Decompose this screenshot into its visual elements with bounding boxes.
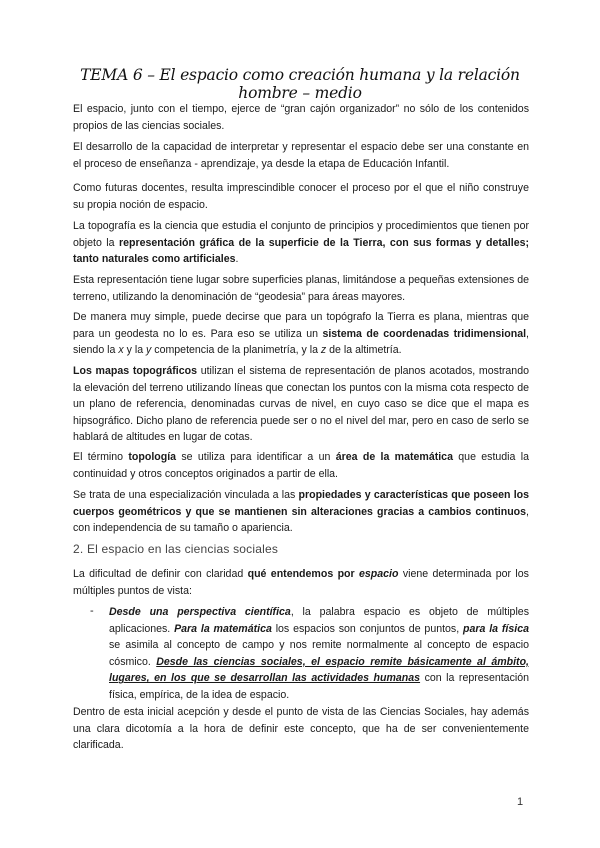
bold-text: topología xyxy=(128,451,177,463)
text-span: El término xyxy=(73,451,129,463)
text-span: utilizan el sistema de representación de planos acotados, mostrando la elevación del terreno utilizando líneas que conectan los puntos con la misma cota respecto de un plano de referencia, denominadas curvas de nivel, en cuyo caso se dice que el mapa es hipsográfico. Dicho plano de referencia puede ser o no el nivel del mar, pero en caso de serlo se hablará de altitudes en lugar de cotas. xyxy=(73,365,529,444)
paragraph-topology xyxy=(73,449,529,482)
bold-text: Los mapas topográficos xyxy=(73,365,197,377)
bold-italic-text: espacio xyxy=(359,568,399,580)
text-span: , siendo la xyxy=(73,327,529,357)
text-span: viene determinada por los múltiples puntos de vista: xyxy=(73,568,529,597)
text-span: se utiliza para identificar a un xyxy=(176,451,336,463)
bold-text: qué entendemos por xyxy=(247,568,359,580)
italic-z: z xyxy=(320,344,327,357)
text-span: y la xyxy=(123,344,147,357)
bold-italic-text: para la física xyxy=(463,622,529,635)
text-span: . xyxy=(235,253,239,266)
bold-text: área de la matemática xyxy=(335,451,453,463)
text-span: De manera muy simple, puede decirse que para un topógrafo la Tierra es plana, mientras que para un geodesta no lo es. Para eso se utiliza un xyxy=(73,311,529,340)
paragraph-difficulty xyxy=(73,566,529,599)
text-span: Se trata de una especialización vinculada a las xyxy=(73,489,299,501)
paragraph-representation: Esta representación tiene lugar sobre superficies planas, limitándose a pequeñas extensiones de terreno, utilizando la denominación de “geodesia” para áreas mayores. xyxy=(73,274,529,303)
paragraph-capacity: El desarrollo de la capacidad de interpretar y representar el espacio debe ser una constante en el proceso de enseñanza - aprendizaje, ya desde la etapa de Educación Infantil. xyxy=(73,141,529,170)
paragraph-topographic-maps xyxy=(73,363,529,446)
underlined-bold-italic-text: Desde las ciencias sociales, el espacio remite básicamente al ámbito, lugares, en los que se desarrollan las actividades humanas xyxy=(109,655,529,685)
paragraph-topography xyxy=(73,218,529,268)
bold-italic-text: Para la matemática xyxy=(174,622,272,635)
bullet-marker: - xyxy=(90,605,94,617)
text-span: , con independencia de su tamaño o apariencia. xyxy=(73,505,529,535)
bold-text: sistema de coordenadas tridimensional xyxy=(322,327,527,340)
text-span: con la representación física, empírica, de la idea de espacio. xyxy=(109,672,529,701)
paragraph-intro: El espacio, junto con el tiempo, ejerce de “gran cajón organizador” no sólo de los contenidos propios de las ciencias sociales. xyxy=(73,103,529,132)
italic-y: y xyxy=(146,344,152,357)
paragraph-coordinates xyxy=(73,309,529,359)
text-span: se asimila al concepto de campo y nos remite normalmente al concepto de espacio cósmico. xyxy=(109,639,529,668)
page-title: TEMA 6 – El espacio como creación humana y la relación hombre – medio xyxy=(80,66,520,102)
italic-x: x xyxy=(118,344,124,357)
text-span: competencia de la planimetría, y la xyxy=(151,344,321,357)
section-heading: 2. El espacio en las ciencias sociales xyxy=(73,542,279,556)
bullet-item-perspective xyxy=(109,604,529,704)
page-number: 1 xyxy=(517,796,524,808)
text-span: La topografía es la ciencia que estudia el conjunto de principios y procedimientos que tienen por objeto la xyxy=(73,220,529,249)
text-span: que estudia la continuidad y otros conceptos originados a partir de ella. xyxy=(73,451,529,480)
paragraph-specialization xyxy=(73,487,529,537)
paragraph-dichotomy: Dentro de esta inicial acepción y desde el punto de vista de las Ciencias Sociales, hay además una clara dicotomía a la hora de definir este concepto, que ha de ser convenientemente clarificada. xyxy=(73,706,529,752)
text-span: , la palabra espacio es objeto de múltiples aplicaciones. xyxy=(109,606,529,635)
bold-text: propiedades y características que poseen los cuerpos geométricos y que se mantienen sin alteraciones gracias a cambios continuos xyxy=(73,489,529,518)
bold-text: representación gráfica de la superficie de la Tierra, con sus formas y detalles; tanto naturales como artificiales xyxy=(73,236,530,266)
text-span: La dificultad de definir con claridad xyxy=(73,568,248,580)
text-span: de la altimetría. xyxy=(326,344,402,357)
paragraph-teachers: Como futuras docentes, resulta imprescindible conocer el proceso por el que el niño construye su propia noción de espacio. xyxy=(73,182,529,211)
text-span: los espacios son conjuntos de puntos, xyxy=(271,622,464,635)
bold-italic-text: Desde una perspectiva científica xyxy=(109,606,291,618)
